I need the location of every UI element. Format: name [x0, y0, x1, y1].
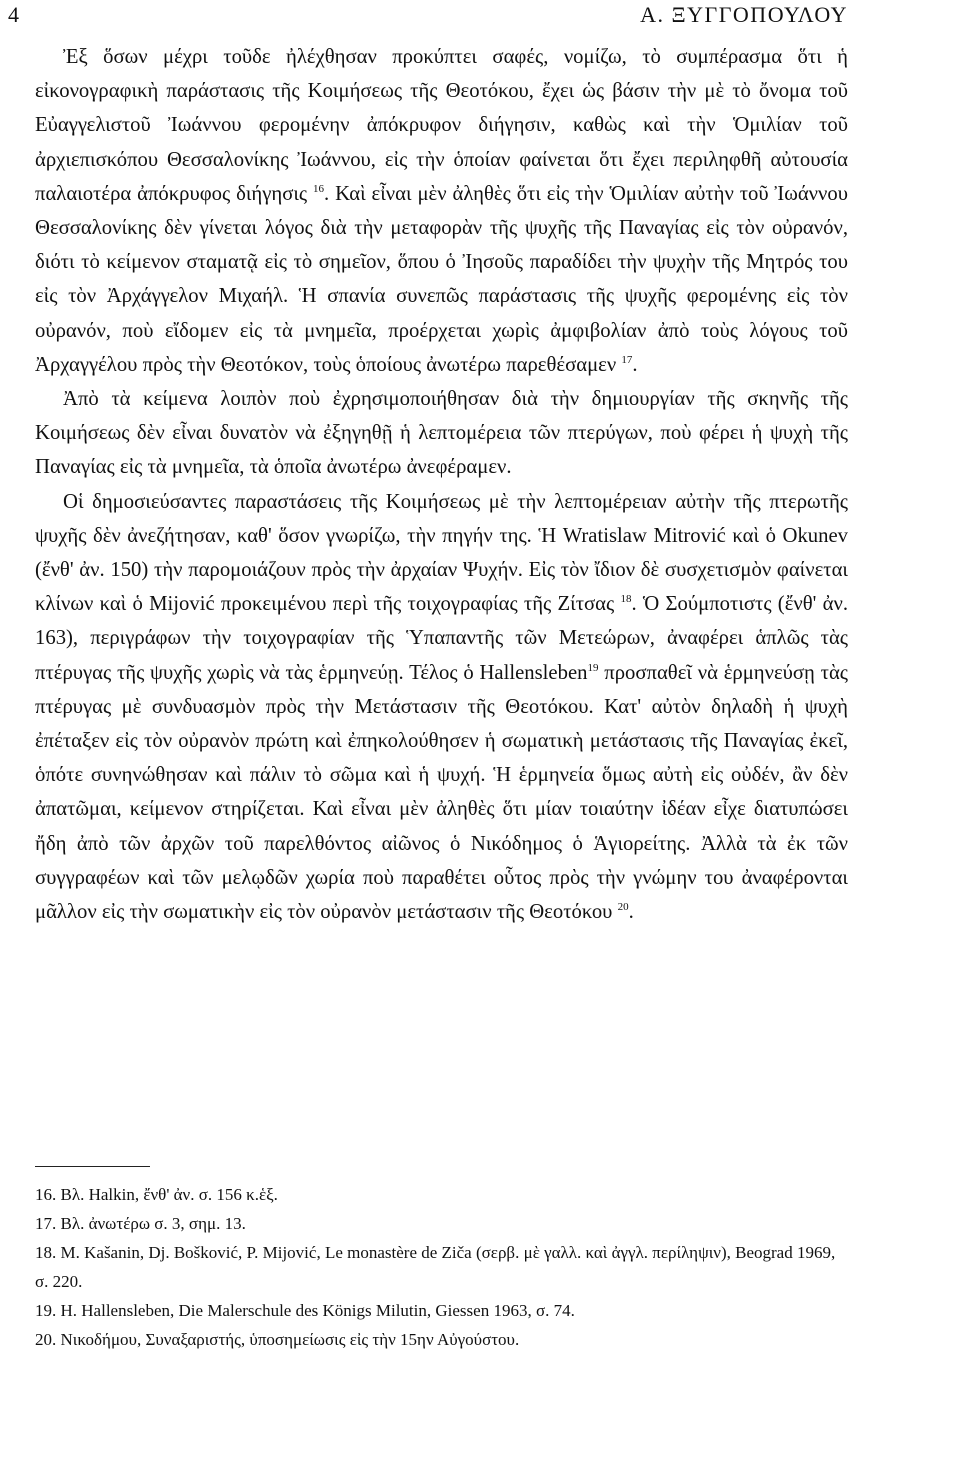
footnote-number: 16.: [35, 1185, 57, 1204]
footnote-ref-20: 20: [617, 901, 629, 914]
footnote-19: [35, 1296, 848, 1325]
footnote-number: 17.: [35, 1214, 57, 1233]
footnote-divider: [35, 1166, 150, 1167]
text-segment: . Καὶ εἶναι μὲν ἀληθὲς ὅτι εἰς τὴν Ὁμιλίαν αὐτὴν τοῦ Ἰωάννου Θεσσαλονίκης δὲν γίνεται λόγος διὰ τὴν μεταφορὰν τῆς ψυχῆς τῆς Παναγίας εἰς τὸν οὐρανόν, διότι τὸ κείμενον σταματᾷ εἰς τὸ σημεῖον, ὅπου ὁ Ἰησοῦς παραδίδει τὴν ψυχὴν τῆς Μητρός του εἰς τὸν Ἀρχάγγελον Μιχαήλ. Ἡ σπανία συνεπῶς παράστασις τῆς ψυχῆς φερομένης εἰς τὸν οὐρανόν, ποὺ εἴδομεν εἰς τὰ μνημεῖα, προέρχεται χωρὶς ἀμφιβολίαν ἀπὸ τοὺς λόγους τοῦ Ἀρχαγγέλου πρὸς τὴν Θεοτόκον, τοὺς ὁποίους ἀνωτέρω παρεθέσαμεν: [35, 182, 848, 376]
footnote-number: 18.: [35, 1243, 57, 1262]
text-segment: Ἀπὸ τὰ κείμενα λοιπὸν ποὺ ἐχρησιμοποιήθησαν διὰ τὴν δημιουργίαν τῆς σκηνῆς τῆς Κοιμήσεως δὲν εἶναι δυνατὸν νὰ ἐξηγηθῇ ἡ λεπτομέρεια τῶν πτερύγων, ποὺ φέρει ἡ ψυχὴ τῆς Παναγίας εἰς τὰ μνημεῖα, τὰ ὁποῖα ἀνωτέρω ἀνεφέραμεν.: [35, 388, 848, 479]
text-segment: Οἱ δημοσιεύσαντες παραστάσεις τῆς Κοιμήσεως μὲ τὴν λεπτομέρειαν αὐτὴν τῆς πτερωτῆς ψυχῆς δὲν ἀνεζήτησαν, καθ' ὅσον γνωρίζω, τὴν πηγήν της. Ἡ Wratislaw Mitrović καὶ ὁ Okunev (ἔνθ' ἀν. 150) τὴν παρομοιάζουν πρὸς τὴν ἀρχαίαν Ψυχήν. Εἰς τὸν ἴδιον δὲ συσχετισμὸν φαίνεται κλίνων καὶ ὁ Mijović προκειμένου περὶ τῆς τοιχογραφίας τῆς Ζίτσας: [35, 490, 848, 616]
text-segment: .: [628, 901, 634, 924]
footnote-18: [35, 1238, 848, 1296]
text-segment: . Ὁ Σούμποτιστς (ἔνθ' ἀν. 163), περιγράφων τὴν τοιχογραφίαν τῆς Ὑπαπαντῆς τῶν Μετεώρων, ἀναφέρει ἁπλῶς τὰς πτέρυγας τῆς ψυχῆς χωρὶς νὰ τὰς ἑρμηνεύῃ. Τέλος ὁ Hallensleben: [35, 593, 848, 684]
footnotes: [35, 1180, 848, 1354]
text-segment: Ἐξ ὅσων μέχρι τοῦδε ἠλέχθησαν προκύπτει σαφές, νομίζω, τὸ συμπέρασμα ὅτι ἡ εἰκονογραφικὴ παράστασις τῆς Κοιμήσεως τῆς Θεοτόκου, ἔχει ὡς βάσιν τὴν μὲ τὸ ὄνομα τοῦ Εὐαγγελιστοῦ Ἰωάννου φερομένην ἀπόκρυφον διήγησιν, καθὼς καὶ τὴν Ὁμιλίαν τοῦ ἀρχιεπισκόπου Θεσσαλονίκης Ἰωάννου, εἰς τὴν ὁποίαν φαίνεται ὅτι ἔχει περιληφθῆ αὐτουσία παλαιοτέρα ἀπόκρυφος διήγησις: [35, 46, 848, 205]
footnote-number: 20.: [35, 1330, 57, 1349]
footnote-number: 19.: [35, 1301, 57, 1320]
page-number: 4: [8, 2, 19, 27]
text-segment: προσπαθεῖ νὰ ἑρμηνεύσῃ τὰς πτέρυγας μὲ συνδυασμὸν πρὸς τὴν Μετάστασιν τῆς Θεοτόκου. Κατ' αὐτὸν δηλαδὴ ἡ ψυχὴ ἐπέταξεν εἰς τὸν οὐρανὸν πρώτη καὶ ἐπηκολούθησεν ἡ σωματικὴ μετάστασις τῆς Παναγίας ἐκεῖ, ὁπότε συνηνώθησαν καὶ πάλιν τὸ σῶμα καὶ ἡ ψυχή. Ἡ ἑρμηνεία ὅμως αὐτὴ εἰς οὐδέν, ἂν δὲν ἀπατῶμαι, κείμενον στηρίζεται. Καὶ εἶναι μὲν ἀληθὲς ὅτι μίαν τοιαύτην ἰδέαν εἶχε διατυπώσει ἤδη ἀπὸ τῶν ἀρχῶν τοῦ παρελθόντος αἰῶνος ὁ Νικόδημος ὁ Ἁγιορείτης. Ἀλλὰ τὰ ἐκ τῶν συγγραφέων καὶ τῶν μελῳδῶν χωρία ποὺ παραθέτει οὗτος πρὸς τὴν γνώμην του ἀναφέρονται μᾶλλον εἰς τὴν σωματικὴν εἰς τὸν οὐρανὸν μετάστασιν τῆς Θεοτόκου: [35, 661, 848, 924]
footnote-text: H. Hallensleben, Die Malerschule des Königs Milutin, Giessen 1963, σ. 74.: [60, 1301, 575, 1320]
footnote-16: [35, 1180, 848, 1209]
page-header: [0, 2, 960, 32]
footnote-text: Βλ. Halkin, ἔνθ' ἀν. σ. 156 κ.ἑξ.: [60, 1185, 278, 1204]
footnote-ref-17: 17: [621, 353, 633, 366]
footnote-text: Βλ. ἀνωτέρω σ. 3, σημ. 13.: [60, 1214, 246, 1233]
footnote-20: [35, 1325, 848, 1354]
text-segment: .: [632, 353, 638, 376]
footnote-ref-19: 19: [587, 661, 599, 674]
footnote-text: M. Kašanin, Dj. Bošković, P. Mijović, Le monastère de Ziča (σερβ. μὲ γαλλ. καὶ ἀγγλ. περίληψιν), Beograd 1969, σ. 220.: [35, 1243, 836, 1291]
footnote-17: [35, 1209, 848, 1238]
running-title: Α. ΞΥΓΓΟΠΟΥΛΟΥ: [640, 2, 848, 27]
footnote-text: Νικοδήμου, Συναξαριστής, ὑποσημείωσις εἰς τὴν 15ην Αὐγούστου.: [60, 1330, 520, 1349]
main-text: [35, 40, 848, 929]
paragraph: [35, 40, 848, 382]
paragraph: [35, 485, 848, 930]
paragraph: [35, 382, 848, 485]
footnote-ref-18: 18: [620, 593, 632, 606]
footnote-ref-16: 16: [313, 182, 325, 195]
